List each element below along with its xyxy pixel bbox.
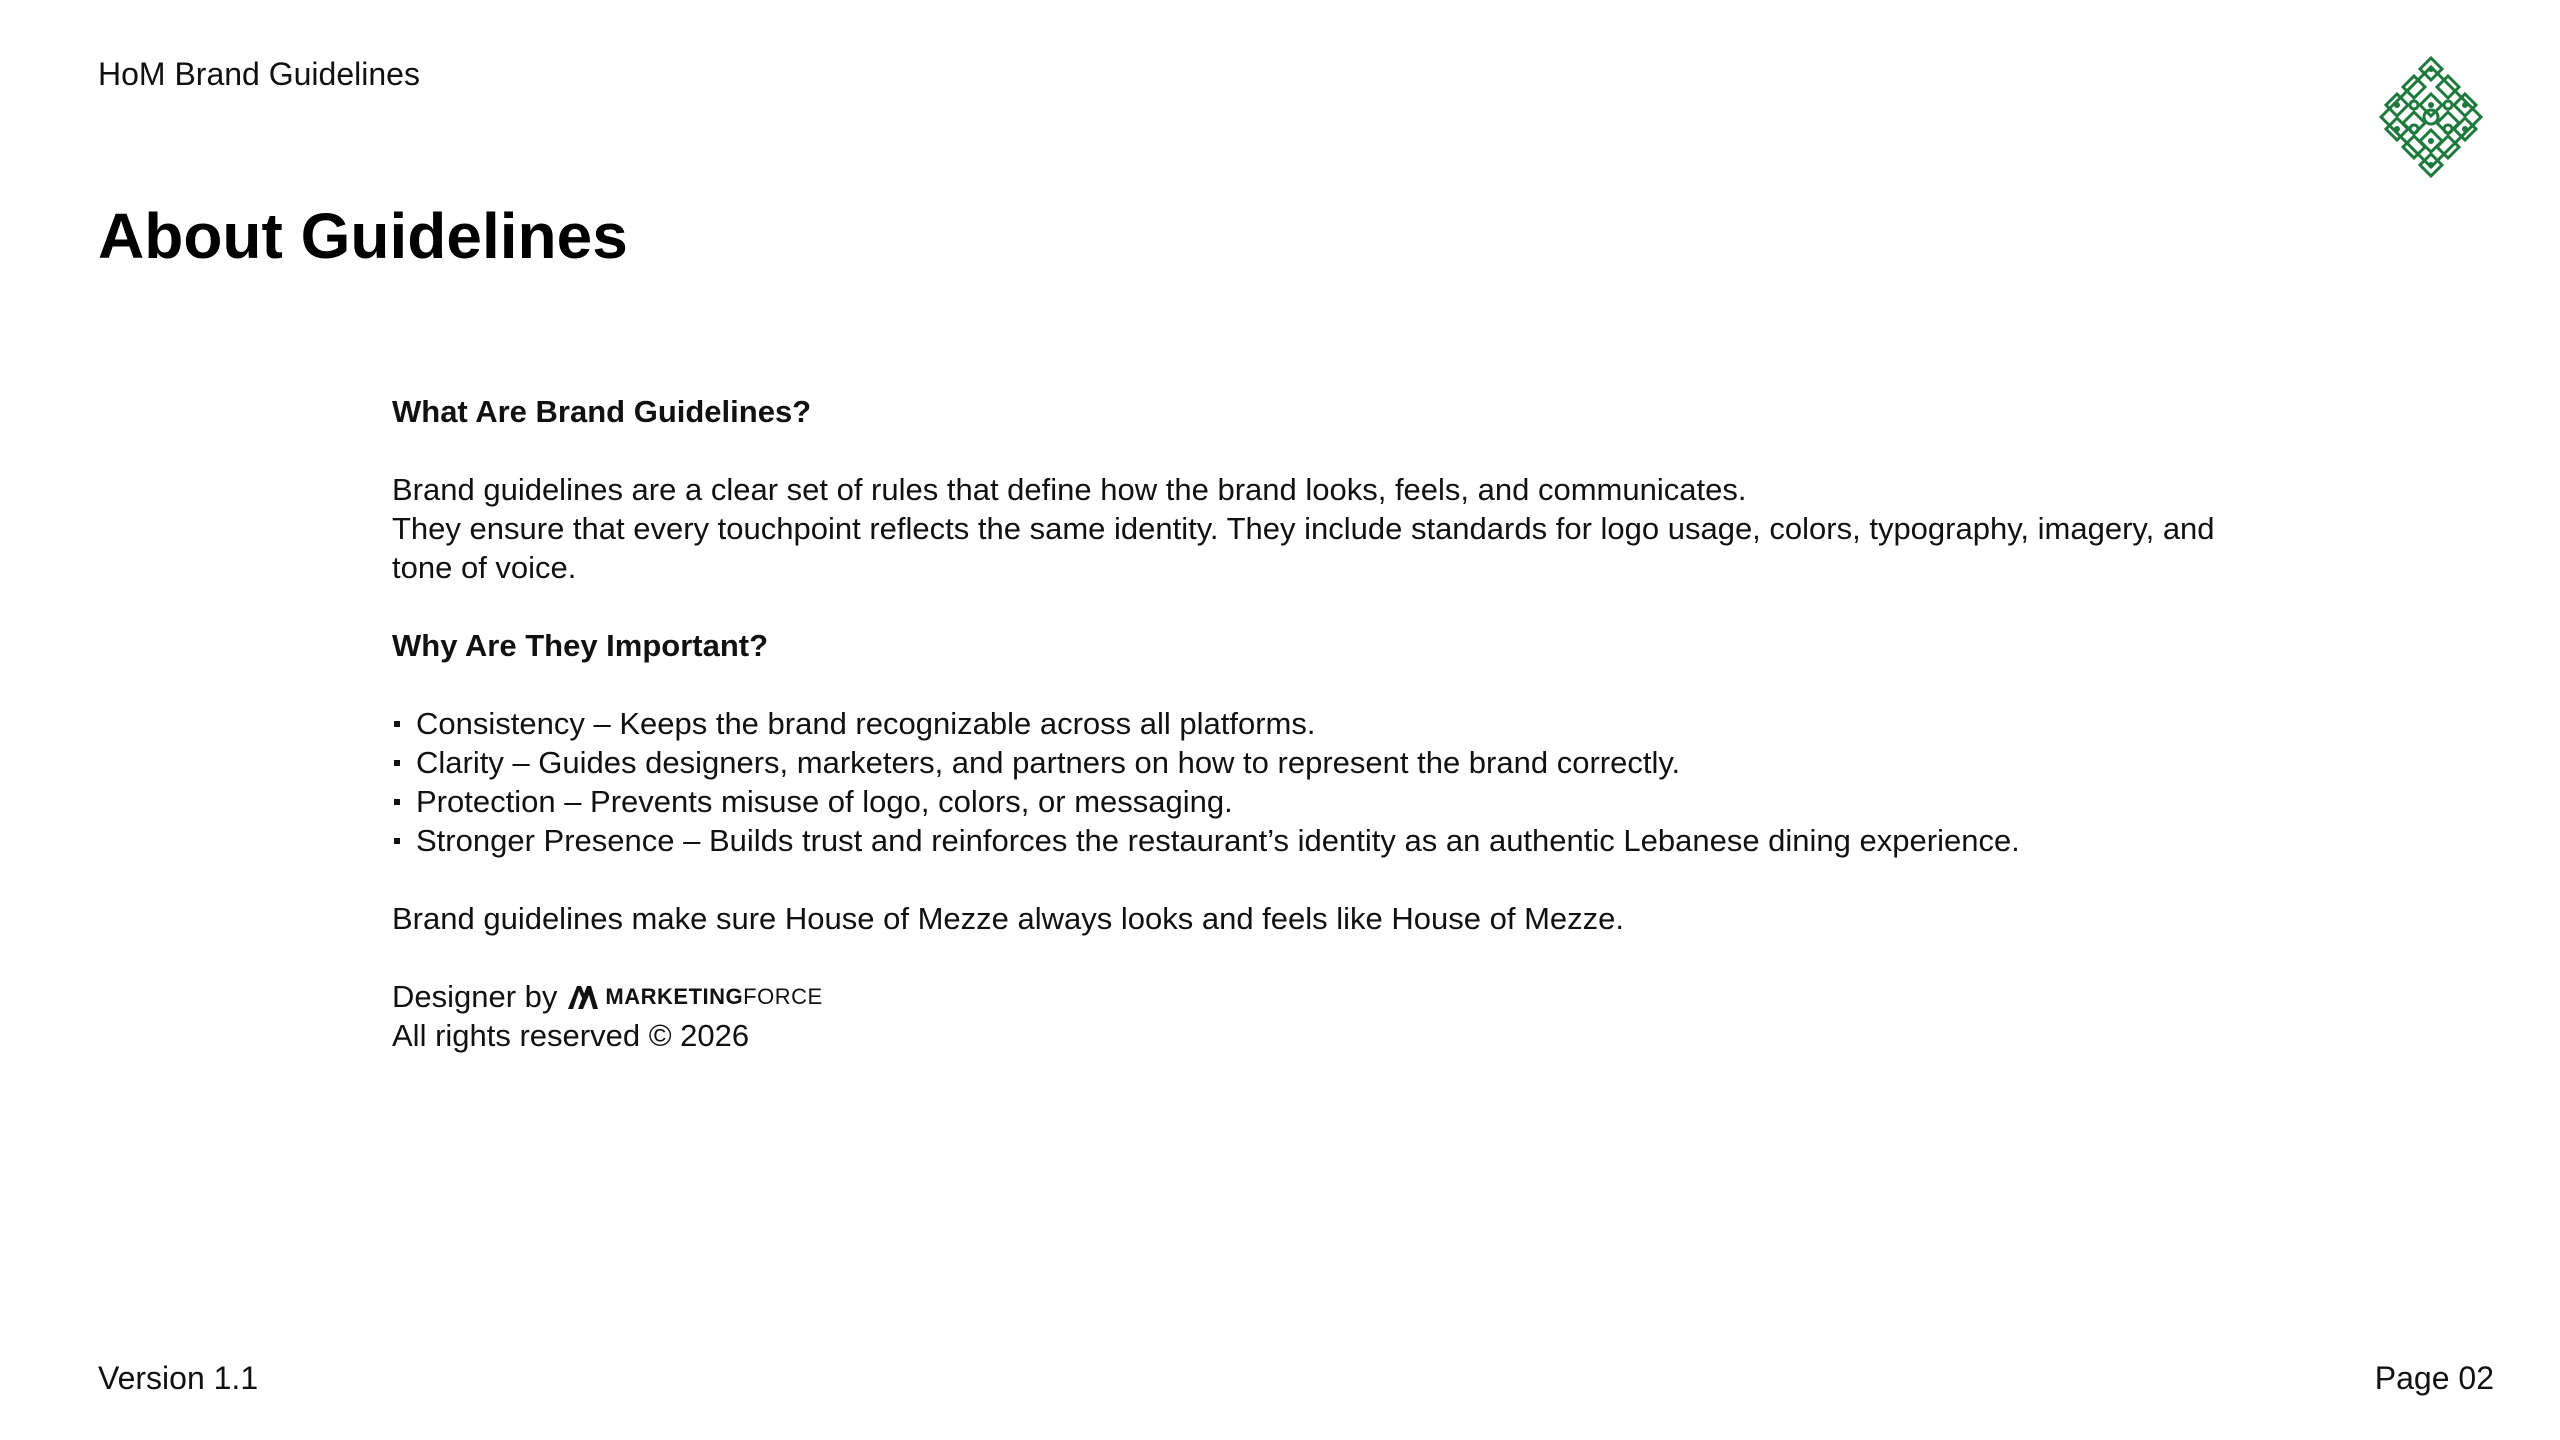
section-heading-why: Why Are They Important?: [392, 628, 769, 663]
page-number: Page 02: [2374, 1360, 2494, 1396]
list-item: Consistency – Keeps the brand recognizable across all platforms.: [392, 704, 2252, 743]
brand-word-bold: MARKETING: [605, 983, 744, 1009]
marketingforce-logo: [567, 984, 822, 1010]
marketingforce-mark-icon: [567, 984, 599, 1010]
list-item: Clarity – Guides designers, marketers, and partners on how to represent the brand correctly.: [392, 743, 2252, 782]
designer-prefix: Designer by: [392, 979, 558, 1014]
list-item: Stronger Presence – Builds trust and reinforces the restaurant’s identity as an authentic Lebanese dining experience.: [392, 821, 2252, 860]
page-heading: About Guidelines: [98, 200, 628, 272]
content-body: [392, 392, 2252, 1055]
closing-statement: Brand guidelines make sure House of Mezze always looks and feels like House of Mezze.: [392, 901, 1625, 936]
ornamental-pattern-icon: [2376, 54, 2486, 180]
rights-notice: All rights reserved © 2026: [392, 1018, 750, 1053]
paragraph-purpose: They ensure that every touchpoint reflects the same identity. They include standards for logo usage, colors, typography, imagery, and tone of voice.: [392, 511, 2215, 585]
designer-credit: [392, 977, 2252, 1016]
importance-list: [392, 704, 2252, 860]
list-item: Protection – Prevents misuse of logo, colors, or messaging.: [392, 782, 2252, 821]
brand-word-light: FORCE: [743, 983, 823, 1009]
document-title: HoM Brand Guidelines: [98, 56, 420, 92]
section-heading-what: What Are Brand Guidelines?: [392, 394, 812, 429]
version-label: Version 1.1: [98, 1360, 259, 1396]
paragraph-definition: Brand guidelines are a clear set of rules that define how the brand looks, feels, and communicates.: [392, 472, 1747, 507]
